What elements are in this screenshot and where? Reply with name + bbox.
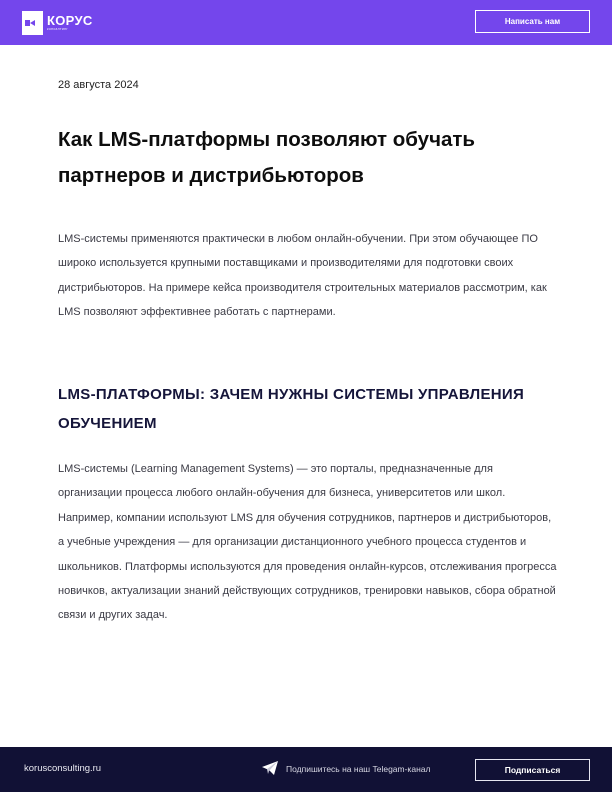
telegram-promo-text: Подпишитесь на наш Telegam-канал	[286, 764, 431, 774]
article-title: Как LMS-платформы позволяют обучать партнеров и дистрибьюторов	[58, 128, 476, 187]
logo-wordmark	[47, 14, 93, 32]
logo-subtitle: консалтинг	[47, 27, 68, 31]
article-date: 28 августа 2024	[58, 79, 139, 91]
page-footer	[0, 747, 612, 792]
write-us-button[interactable]: Написать нам	[475, 10, 590, 33]
korus-logo-icon	[22, 11, 43, 35]
subscribe-button[interactable]: Подписаться	[475, 759, 590, 781]
section-body: LMS-системы (Learning Management Systems) — это порталы, предназначенные для организации процесса любого онлайн-обучения для бизнеса, университетов или школ. Например, компании используют LMS для обучения сотрудников, партнеров и дистрибьюторов, а учебные учреждения — для организации дистанционного учебного процесса студентов и школьников. Платформы используются для проведения онлайн-курсов, отслеживания прогресса новичков, актуализации знаний действующих сотрудников, тренировки навыков, сбора обратной связи и других задач.	[58, 463, 557, 622]
telegram-icon	[262, 761, 278, 775]
site-link[interactable]: korusconsulting.ru	[24, 763, 102, 774]
page-header	[0, 0, 612, 45]
section-heading: LMS-ПЛАТФОРМЫ: ЗАЧЕМ НУЖНЫ СИСТЕМЫ УПРАВЛЕНИЯ ОБУЧЕНИЕМ	[58, 386, 525, 432]
article-intro: LMS-системы применяются практически в любом онлайн-обучении. При этом обучающее ПО широко используется крупными поставщиками и производителями для подготовки своих дистрибьюторов. На примере кейса производителя строительных материалов рассмотрим, как LMS позволяют эффективнее работать с партнерами.	[58, 233, 547, 319]
korus-logo[interactable]	[22, 10, 93, 36]
logo-name: КОРУС	[47, 13, 93, 28]
